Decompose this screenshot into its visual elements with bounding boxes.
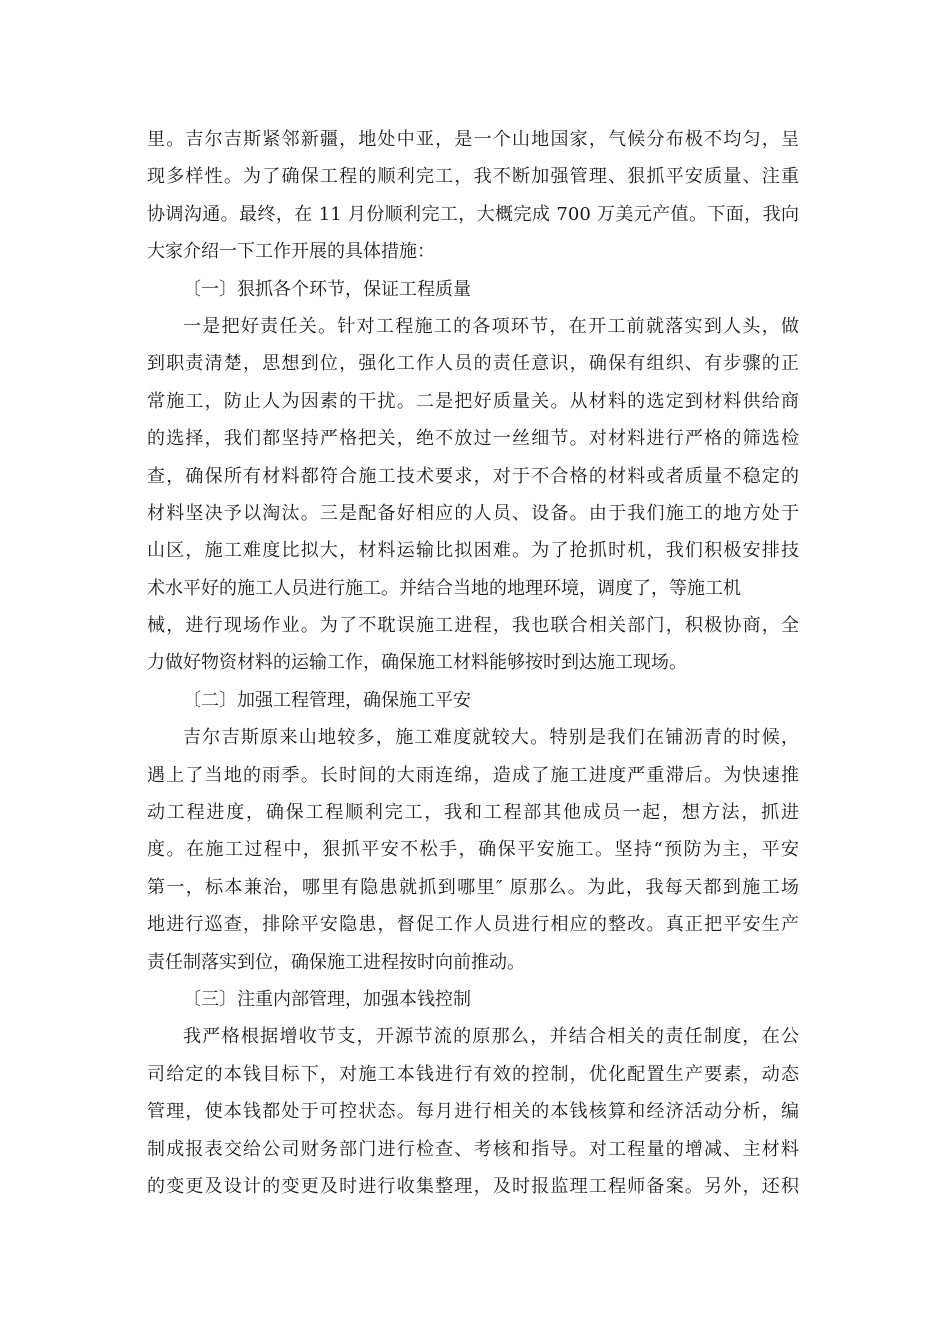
text-line: 查，确保所有材料都符合施工技术要求，对于不合格的材料或者质量不稳定的 xyxy=(147,465,799,487)
text-line: 的变更及设计的变更及时进行收集整理，及时报监理工程师备案。另外，还积 xyxy=(147,1175,799,1197)
text-line: 山区，施工难度比拟大，材料运输比拟困难。为了抢抓时机，我们积极安排技 xyxy=(147,540,799,562)
text-line: 〔二〕加强工程管理，确保施工平安 xyxy=(183,689,471,711)
text-line: 地进行巡查，排除平安隐患，督促工作人员进行相应的整改。真正把平安生产 xyxy=(147,914,799,936)
text-line: 度。在施工过程中，狠抓平安不松手，确保平安施工。坚持“预防为主，平安 xyxy=(147,839,799,861)
text-line: 协调沟通。最终，在 11 月份顺利完工，大概完成 700 万美元产值。下面，我向 xyxy=(147,203,799,225)
text-line: 到职责清楚，思想到位，强化工作人员的责任意识，确保有组织、有步骤的正 xyxy=(147,353,799,375)
text-line: 〔三〕注重内部管理，加强本钱控制 xyxy=(183,988,471,1010)
text-line: 司给定的本钱目标下，对施工本钱进行有效的控制，优化配置生产要素，动态 xyxy=(147,1063,799,1085)
text-line: 的选择，我们都坚持严格把关，绝不放过一丝细节。对材料进行严格的筛选检 xyxy=(147,428,799,450)
text-line: 现多样性。为了确保工程的顺利完工，我不断加强管理、狠抓平安质量、注重 xyxy=(147,166,799,188)
text-line: 吉尔吉斯原来山地较多，施工难度就较大。特别是我们在铺沥青的时候， xyxy=(183,727,799,749)
text-line: 里。吉尔吉斯紧邻新疆，地处中亚，是一个山地国家，气候分布极不均匀，呈 xyxy=(147,129,799,150)
text-line: 责任制落实到位，确保施工进程按时向前推动。 xyxy=(147,951,525,973)
text-line: 制成报表交给公司财务部门进行检查、考核和指导。对工程量的增减、主材料 xyxy=(147,1138,799,1160)
text-line: 〔一〕狠抓各个环节，保证工程质量 xyxy=(183,278,471,300)
text-line: 材料坚决予以淘汰。三是配备好相应的人员、设备。由于我们施工的地方处于 xyxy=(147,502,799,524)
text-line: 一是把好责任关。针对工程施工的各项环节，在开工前就落实到人头，做 xyxy=(183,315,799,337)
text-line: 术水平好的施工人员进行施工。并结合当地的地理环境，调度了，等施工机 xyxy=(147,577,741,599)
text-line: 动工程进度，确保工程顺利完工，我和工程部其他成员一起，想方法，抓进 xyxy=(147,802,799,824)
text-line: 我严格根据增收节支，开源节流的原那么，并结合相关的责任制度，在公 xyxy=(183,1026,799,1048)
text-line: 大家介绍一下工作开展的具体措施： xyxy=(147,241,435,263)
text-line: 常施工，防止人为因素的干扰。二是把好质量关。从材料的选定到材料供给商 xyxy=(147,390,799,412)
text-line: 械，进行现场作业。为了不耽误施工进程，我也联合相关部门，积极协商，全 xyxy=(147,615,799,637)
text-line: 第一，标本兼治，哪里有隐患就抓到哪里″ 原那么。为此，我每天都到施工场 xyxy=(147,876,799,898)
text-line: 遇上了当地的雨季。长时间的大雨连绵，造成了施工进度严重滞后。为快速推 xyxy=(147,764,799,786)
text-line: 力做好物资材料的运输工作，确保施工材料能够按时到达施工现场。 xyxy=(147,652,687,674)
text-line: 管理，使本钱都处于可控状态。每月进行相关的本钱核算和经济活动分析，编 xyxy=(147,1101,799,1123)
document-body xyxy=(147,121,799,1205)
